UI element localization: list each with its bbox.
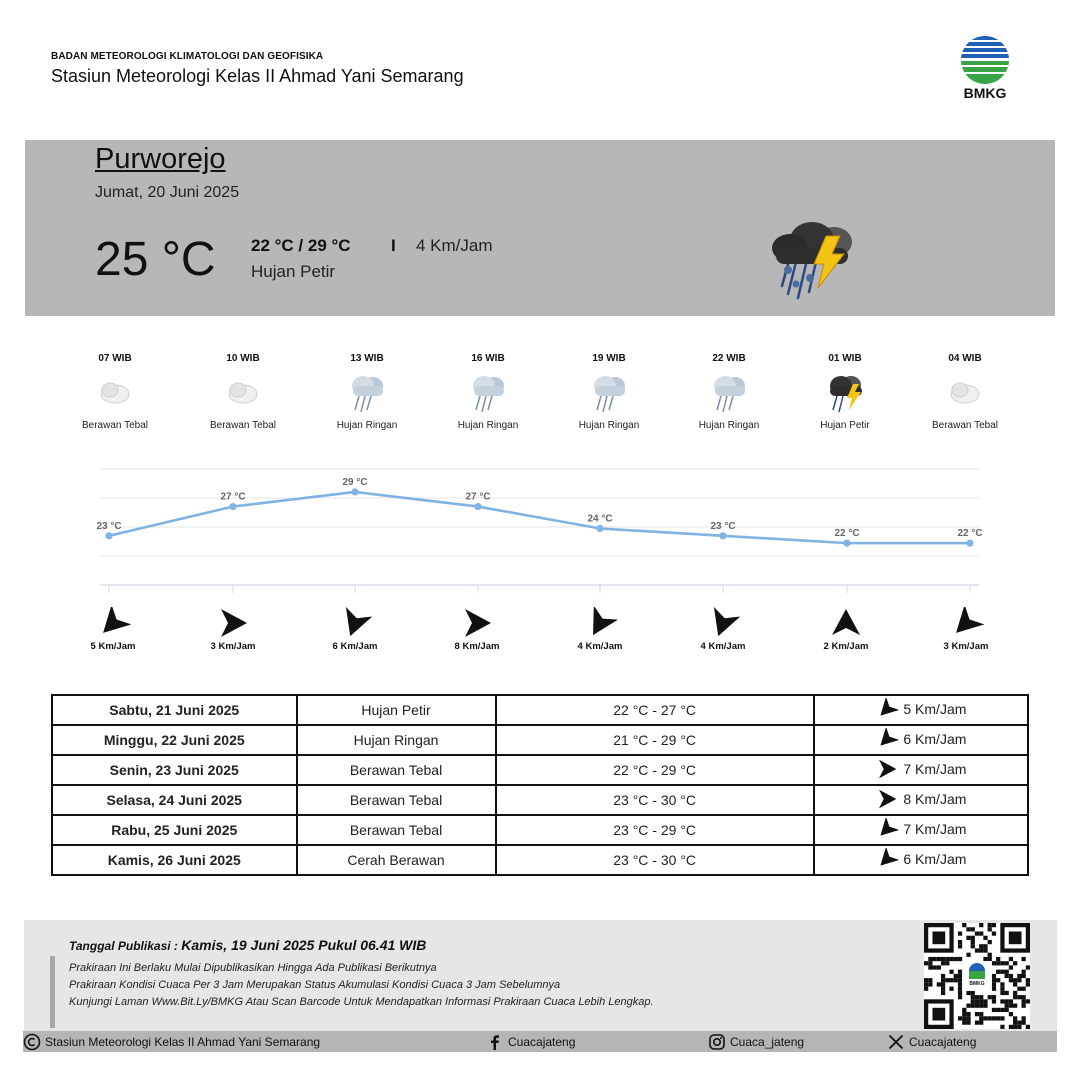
station-name: Stasiun Meteorologi Kelas II Ahmad Yani Semarang bbox=[51, 66, 464, 86]
temperature-label: 23 °C bbox=[710, 520, 736, 532]
temperature-label: 27 °C bbox=[465, 491, 491, 503]
daily-forecast-table bbox=[51, 694, 1029, 876]
day-cell: Kamis, 26 Juni 2025 bbox=[52, 845, 297, 875]
condition-cell: Berawan Tebal bbox=[297, 815, 496, 845]
wind-item bbox=[183, 607, 283, 652]
wind-item bbox=[63, 607, 163, 652]
wind-speed: 8 Km/Jam bbox=[454, 641, 500, 652]
separator: I bbox=[391, 236, 396, 255]
qr-logo-text: BMKG bbox=[969, 981, 985, 987]
temperature-point bbox=[966, 540, 973, 547]
wind-arrow-icon bbox=[875, 758, 899, 780]
wind-cell bbox=[814, 815, 1028, 845]
hour-condition: Hujan Ringan bbox=[578, 420, 640, 431]
hour-time: 01 WIB bbox=[828, 353, 862, 364]
hour-time: 16 WIB bbox=[471, 353, 505, 364]
cloudy-icon bbox=[93, 370, 137, 414]
facebook-handle: Cuacajateng bbox=[508, 1035, 576, 1049]
wind-arrow-icon bbox=[95, 607, 131, 639]
temperature-label: 27 °C bbox=[220, 491, 246, 503]
qr-code[interactable] bbox=[924, 923, 1030, 1029]
hour-time: 04 WIB bbox=[948, 353, 982, 364]
wind-speed: 3 Km/Jam bbox=[943, 641, 989, 652]
footer-note: Prakiraan Ini Berlaku Mulai Dipublikasikan Hingga Ada Publikasi Berikutnya bbox=[69, 962, 437, 974]
temperature-point bbox=[351, 488, 358, 495]
copyright bbox=[23, 1033, 320, 1051]
temperature-cell: 22 °C - 27 °C bbox=[496, 695, 814, 725]
facebook-link[interactable] bbox=[486, 1033, 575, 1051]
current-wind: 4 Km/Jam bbox=[416, 236, 493, 255]
wind-group bbox=[875, 788, 966, 810]
temperature-point bbox=[719, 532, 726, 539]
current-temperature: 25 °C bbox=[95, 233, 216, 286]
wind-arrow-icon bbox=[705, 607, 741, 639]
hour-time: 22 WIB bbox=[712, 353, 746, 364]
temperature-point bbox=[474, 503, 481, 510]
wind-speed: 5 Km/Jam bbox=[903, 700, 967, 717]
hour-time: 10 WIB bbox=[226, 353, 260, 364]
instagram-handle: Cuaca_jateng bbox=[730, 1035, 805, 1049]
hourly-item bbox=[674, 353, 784, 431]
hourly-item bbox=[312, 353, 422, 431]
condition-cell: Hujan Petir bbox=[297, 695, 496, 725]
agency-name: BADAN METEOROLOGI KLIMATOLOGI DAN GEOFISIKA bbox=[51, 51, 324, 62]
temperature-label: 22 °C bbox=[834, 528, 860, 540]
condition-cell: Hujan Ringan bbox=[297, 725, 496, 755]
wind-cell bbox=[814, 845, 1028, 875]
temperature-cell: 23 °C - 30 °C bbox=[496, 845, 814, 875]
light-rain-icon bbox=[345, 370, 389, 414]
wind-item bbox=[305, 607, 405, 652]
day-cell: Selasa, 24 Juni 2025 bbox=[52, 785, 297, 815]
wind-item bbox=[673, 607, 773, 652]
bmkg-logo-text: BMKG bbox=[963, 85, 1007, 101]
publication-label: Tanggal Publikasi : bbox=[69, 939, 178, 953]
thunderstorm-icon bbox=[766, 218, 856, 302]
wind-speed: 8 Km/Jam bbox=[903, 790, 967, 807]
wind-arrow-icon bbox=[215, 607, 251, 639]
instagram-link[interactable] bbox=[708, 1033, 804, 1051]
temperature-cell: 22 °C - 29 °C bbox=[496, 755, 814, 785]
temperature-label: 24 °C bbox=[587, 513, 613, 525]
hour-condition: Hujan Ringan bbox=[457, 420, 519, 431]
temperature-cell: 21 °C - 29 °C bbox=[496, 725, 814, 755]
condition-cell: Cerah Berawan bbox=[297, 845, 496, 875]
table-row bbox=[52, 695, 1028, 725]
copyright-icon bbox=[23, 1033, 41, 1051]
day-cell: Senin, 23 Juni 2025 bbox=[52, 755, 297, 785]
wind-item bbox=[550, 607, 650, 652]
hourly-item bbox=[790, 353, 900, 431]
temperature-cell: 23 °C - 29 °C bbox=[496, 815, 814, 845]
publication-date bbox=[69, 937, 426, 953]
table-row bbox=[52, 755, 1028, 785]
hourly-item bbox=[60, 353, 170, 431]
hour-time: 07 WIB bbox=[98, 353, 132, 364]
wind-speed: 4 Km/Jam bbox=[700, 641, 746, 652]
light-rain-icon bbox=[707, 370, 751, 414]
wind-item bbox=[427, 607, 527, 652]
wind-cell bbox=[814, 695, 1028, 725]
wind-arrow-icon bbox=[875, 818, 899, 840]
wind-speed: 6 Km/Jam bbox=[903, 730, 967, 747]
wind-speed: 7 Km/Jam bbox=[903, 760, 967, 777]
wind-arrow-icon bbox=[828, 607, 864, 639]
wind-speed: 2 Km/Jam bbox=[823, 641, 869, 652]
wind-group bbox=[875, 728, 966, 750]
hour-condition: Berawan Tebal bbox=[932, 420, 998, 431]
footer-note: Prakiraan Kondisi Cuaca Per 3 Jam Merupakan Status Akumulasi Kondisi Cuaca 3 Jam Sebelumnya bbox=[69, 979, 561, 991]
wind-item bbox=[916, 607, 1016, 652]
temperature-point bbox=[105, 532, 112, 539]
condition-cell: Berawan Tebal bbox=[297, 755, 496, 785]
wind-arrow-icon bbox=[337, 607, 373, 639]
x-icon bbox=[887, 1033, 905, 1051]
footer-accent-bar bbox=[50, 956, 55, 1028]
hourly-item bbox=[910, 353, 1020, 431]
hour-condition: Hujan Ringan bbox=[698, 420, 760, 431]
x-link[interactable] bbox=[887, 1033, 976, 1051]
condition-cell: Berawan Tebal bbox=[297, 785, 496, 815]
wind-cell bbox=[814, 725, 1028, 755]
publication-value: Kamis, 19 Juni 2025 Pukul 06.41 WIB bbox=[181, 937, 427, 953]
temperature-label: 23 °C bbox=[96, 520, 122, 532]
temperature-label: 22 °C bbox=[957, 528, 983, 540]
x-handle: Cuacajateng bbox=[909, 1035, 977, 1049]
facebook-icon bbox=[486, 1033, 504, 1051]
footer-note: Kunjungi Laman Www.Bit.Ly/BMKG Atau Scan Barcode Untuk Mendapatkan Informasi Prakiraan Cuaca Lebih Lengkap. bbox=[69, 996, 654, 1008]
wind-group bbox=[875, 758, 966, 780]
table-row bbox=[52, 845, 1028, 875]
copyright-text: Stasiun Meteorologi Kelas II Ahmad Yani Semarang bbox=[45, 1035, 321, 1049]
wind-item bbox=[796, 607, 896, 652]
wind-speed: 3 Km/Jam bbox=[210, 641, 256, 652]
wind-group bbox=[875, 698, 966, 720]
wind-arrow-icon bbox=[948, 607, 984, 639]
temperature-chart bbox=[95, 463, 985, 593]
hour-condition: Hujan Petir bbox=[820, 420, 870, 431]
light-rain-icon bbox=[466, 370, 510, 414]
temperature-cell: 23 °C - 30 °C bbox=[496, 785, 814, 815]
day-cell: Minggu, 22 Juni 2025 bbox=[52, 725, 297, 755]
hourly-item bbox=[554, 353, 664, 431]
wind-arrow-icon bbox=[875, 728, 899, 750]
hour-condition: Hujan Ringan bbox=[336, 420, 398, 431]
wind-arrow-icon bbox=[459, 607, 495, 639]
wind-speed: 6 Km/Jam bbox=[903, 850, 967, 867]
wind-arrow-icon bbox=[875, 788, 899, 810]
temperature-point bbox=[843, 540, 850, 547]
cloudy-icon bbox=[943, 370, 987, 414]
temperature-range: 22 °C / 29 °C bbox=[251, 236, 351, 255]
current-date: Jumat, 20 Juni 2025 bbox=[95, 184, 240, 201]
wind-speed: 4 Km/Jam bbox=[577, 641, 623, 652]
cloudy-icon bbox=[221, 370, 265, 414]
day-cell: Sabtu, 21 Juni 2025 bbox=[52, 695, 297, 725]
wind-group bbox=[875, 818, 966, 840]
temperature-label: 29 °C bbox=[342, 476, 368, 488]
hourly-item bbox=[188, 353, 298, 431]
day-cell: Rabu, 25 Juni 2025 bbox=[52, 815, 297, 845]
hour-condition: Berawan Tebal bbox=[210, 420, 276, 431]
temperature-point bbox=[229, 503, 236, 510]
table-row bbox=[52, 815, 1028, 845]
table-row bbox=[52, 785, 1028, 815]
instagram-icon bbox=[708, 1033, 726, 1051]
hour-time: 13 WIB bbox=[350, 353, 384, 364]
wind-cell bbox=[814, 755, 1028, 785]
wind-speed: 5 Km/Jam bbox=[90, 641, 136, 652]
wind-arrow-icon bbox=[875, 848, 899, 870]
wind-cell bbox=[814, 785, 1028, 815]
wind-arrow-icon bbox=[875, 698, 899, 720]
temperature-point bbox=[596, 525, 603, 532]
wind-speed: 7 Km/Jam bbox=[903, 820, 967, 837]
wind-speed: 6 Km/Jam bbox=[332, 641, 378, 652]
thunderstorm-icon bbox=[823, 370, 867, 414]
current-condition: Hujan Petir bbox=[251, 262, 336, 281]
wind-group bbox=[875, 848, 966, 870]
light-rain-icon bbox=[587, 370, 631, 414]
hourly-item bbox=[433, 353, 543, 431]
wind-arrow-icon bbox=[582, 607, 618, 639]
city-name: Purworejo bbox=[95, 143, 226, 175]
table-row bbox=[52, 725, 1028, 755]
hour-time: 19 WIB bbox=[592, 353, 626, 364]
hour-condition: Berawan Tebal bbox=[82, 420, 148, 431]
